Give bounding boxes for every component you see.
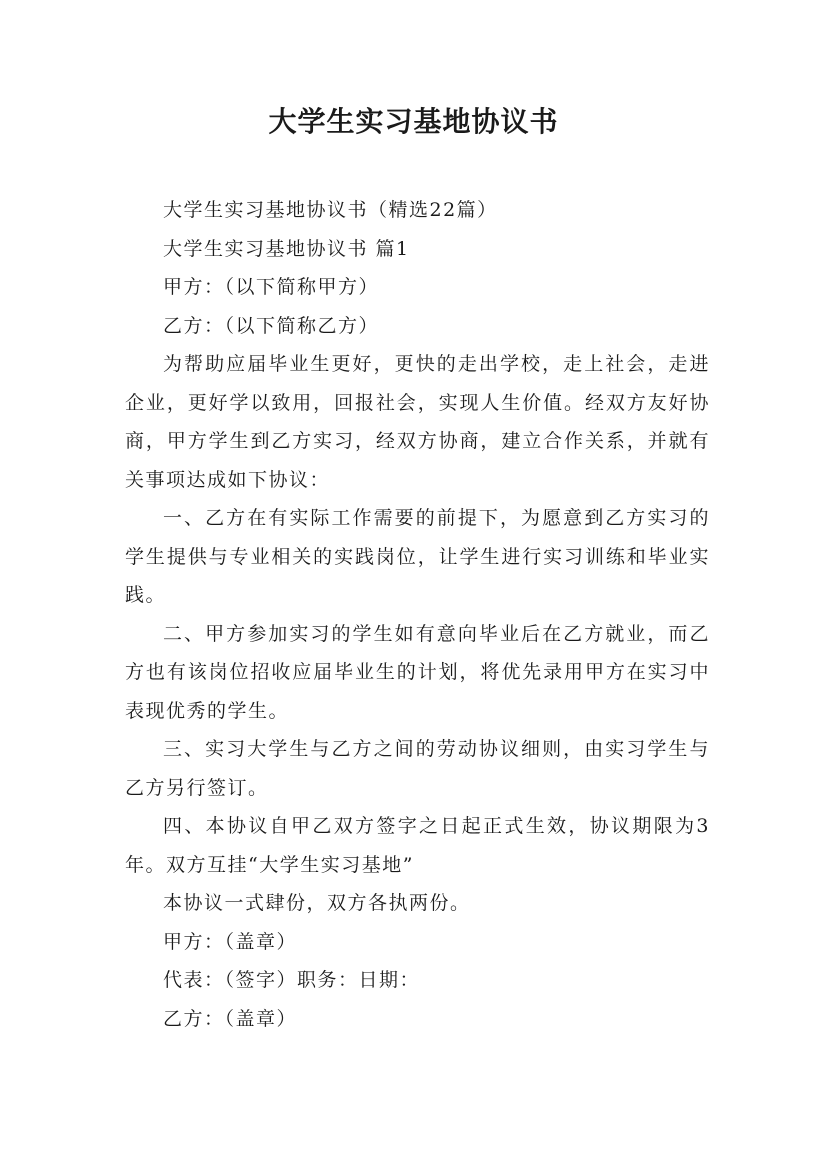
paragraph-party-b: 乙方：（以下简称乙方） (163, 314, 380, 337)
document-title: 大学生实习基地协议书 (268, 105, 559, 138)
paragraph-representative: 代表：（签字）职务：日期： (163, 969, 421, 991)
paragraph-party-a: 甲方：（以下简称甲方） (163, 276, 380, 298)
paragraph-clause-1: 一、乙方在有实际工作需要的前提下，为愿意到乙方实习的学生提供与专业相关的实践岗位，让学生进行实习训练和毕业实践。 (125, 507, 710, 606)
paragraph-section-heading: 大学生实习基地协议书 篇1 (163, 237, 410, 260)
paragraph-clause-2: 二、甲方参加实习的学生如有意向毕业后在乙方就业，而乙方也有该岗位招收应届毕业生的计划，将优先录用甲方在实习中表现优秀的学生。 (125, 622, 710, 722)
paragraph-preamble: 为帮助应届毕业生更好，更快的走出学校，走上社会，走进企业，更好学以致用，回报社会，实现人生价值。经双方友好协商，甲方学生到乙方实习，经双方协商，建立合作关系，并就有关事项达成如下协议： (125, 353, 710, 491)
paragraph-subtitle: 大学生实习基地协议书（精选22篇） (163, 199, 498, 221)
paragraph-party-a-seal: 甲方：（盖章） (163, 930, 298, 953)
paragraph-copies: 本协议一式肆份，双方各执两份。 (163, 892, 471, 914)
paragraph-clause-3: 三、实习大学生与乙方之间的劳动协议细则，由实习学生与乙方另行签订。 (125, 738, 710, 799)
paragraph-clause-4: 四、本协议自甲乙双方签字之日起正式生效，协议期限为3年。双方互挂“大学生实习基地” (125, 815, 710, 876)
paragraph-party-b-seal: 乙方：（盖章） (163, 1007, 298, 1030)
document-body (125, 191, 710, 1038)
